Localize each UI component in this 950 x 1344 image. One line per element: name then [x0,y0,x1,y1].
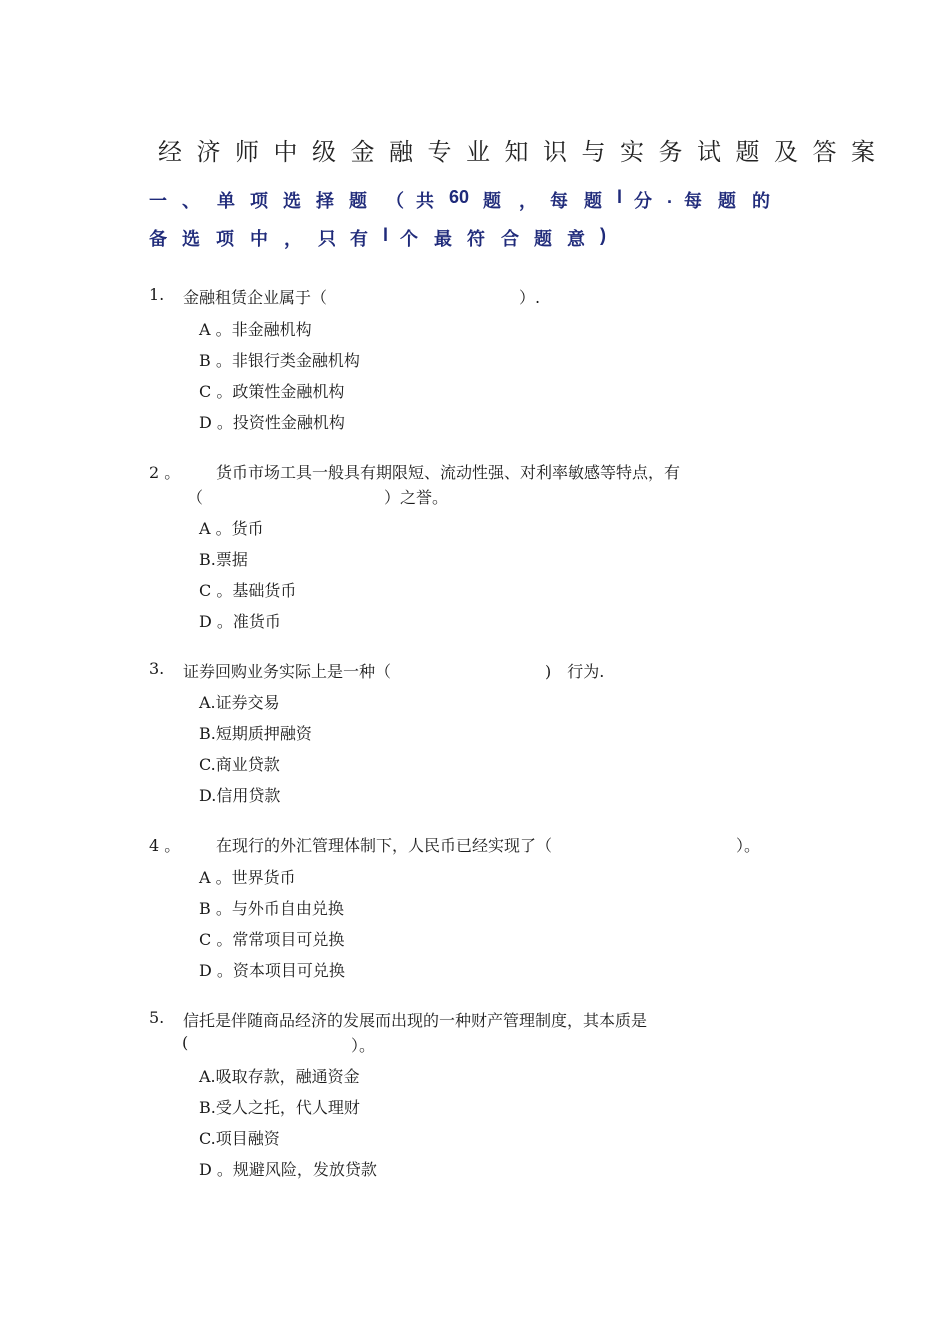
option: C 。常常项目可兑换 [199,930,345,949]
heading-char: 符 [467,229,485,249]
option: D.信用贷款 [199,786,281,805]
option: D 。准货币 [199,612,281,631]
heading-char: 有 [350,229,368,249]
heading-char: . [667,187,673,207]
option: D 。投资性金融机构 [199,413,345,432]
heading-char: 备 [149,229,167,249]
option: C 。基础货币 [199,581,297,600]
question-text-end: ）。 [736,836,761,855]
heading-char: 的 [752,191,770,211]
heading-char: 题 [534,229,552,249]
option: A 。货币 [199,519,264,538]
heading-char: 选 [283,191,301,211]
question-text: 在现行的外汇管理体制下，人民币已经实现了（ [216,836,553,855]
option: A.吸取存款，融通资金 [199,1067,360,1086]
option: A.证券交易 [199,693,280,712]
document-title: 经济师中级金融专业知识与实务试题及答案 [158,138,890,166]
heading-char: ) [600,225,606,245]
heading-char: 个 [400,229,418,249]
heading-char: 合 [501,229,519,249]
option: C.项目融资 [199,1129,280,1148]
question-text-end: ）. [519,288,541,307]
question-number: 4 。 [149,836,181,855]
heading-char: ， [519,191,537,211]
question-text: 货币市场工具一般具有期限短、流动性强、对利率敏感等特点，有 [216,463,681,482]
question-text: 证券回购业务实际上是一种（ [183,662,392,681]
heading-char: 题 [483,191,501,211]
question-text: 金融租赁企业属于（ [183,288,328,307]
option: D 。资本项目可兑换 [199,961,345,980]
heading-char: 每 [550,191,568,211]
option: B.受人之托，代人理财 [199,1098,360,1117]
option: C.商业贷款 [199,755,280,774]
heading-char: 项 [250,191,268,211]
question-text-open: （ [187,488,204,507]
heading-char: 共 [416,191,434,211]
heading-char: 分 [634,191,652,211]
heading-char: 题 [584,191,602,211]
heading-char: 一 [149,191,167,211]
heading-char: 意 [567,229,585,249]
option: B 。非银行类金融机构 [199,351,360,370]
heading-char: 选 [182,229,200,249]
question-text-end: ) 行为. [545,662,605,681]
question-text: 信托是伴随商品经济的发展而出现的一种财产管理制度，其本质是 [183,1011,648,1030]
heading-char: 每 [684,191,702,211]
option: A 。世界货币 [199,868,296,887]
heading-char: 中 [250,229,268,249]
question-number: 5. [149,1008,165,1027]
heading-char: 只 [318,229,336,249]
heading-char: ， [284,229,302,249]
heading-char: 择 [316,191,334,211]
option: B 。与外币自由兑换 [199,899,344,918]
option: B.短期质押融资 [199,724,312,743]
question-text-open: ( [182,1033,189,1052]
question-number: 1. [149,285,165,304]
heading-char: 60 [449,187,470,207]
heading-char: 、 [182,191,200,211]
heading-char: 题 [349,191,367,211]
heading-char: 项 [216,229,234,249]
question-number: 3. [149,659,165,678]
option: C 。政策性金融机构 [199,382,345,401]
option: D 。规避风险，发放贷款 [199,1160,377,1179]
heading-char: 最 [434,229,452,249]
question-text-end: ）之誉。 [384,488,449,507]
heading-char: 题 [718,191,736,211]
question-number: 2 。 [149,463,181,482]
question-text-end: ）。 [351,1036,376,1055]
heading-char: （ [386,191,404,211]
heading-char: 单 [217,191,235,211]
heading-char: l [383,225,389,245]
option: A 。非金融机构 [199,320,312,339]
option: B.票据 [199,550,248,569]
heading-char: l [617,187,623,207]
